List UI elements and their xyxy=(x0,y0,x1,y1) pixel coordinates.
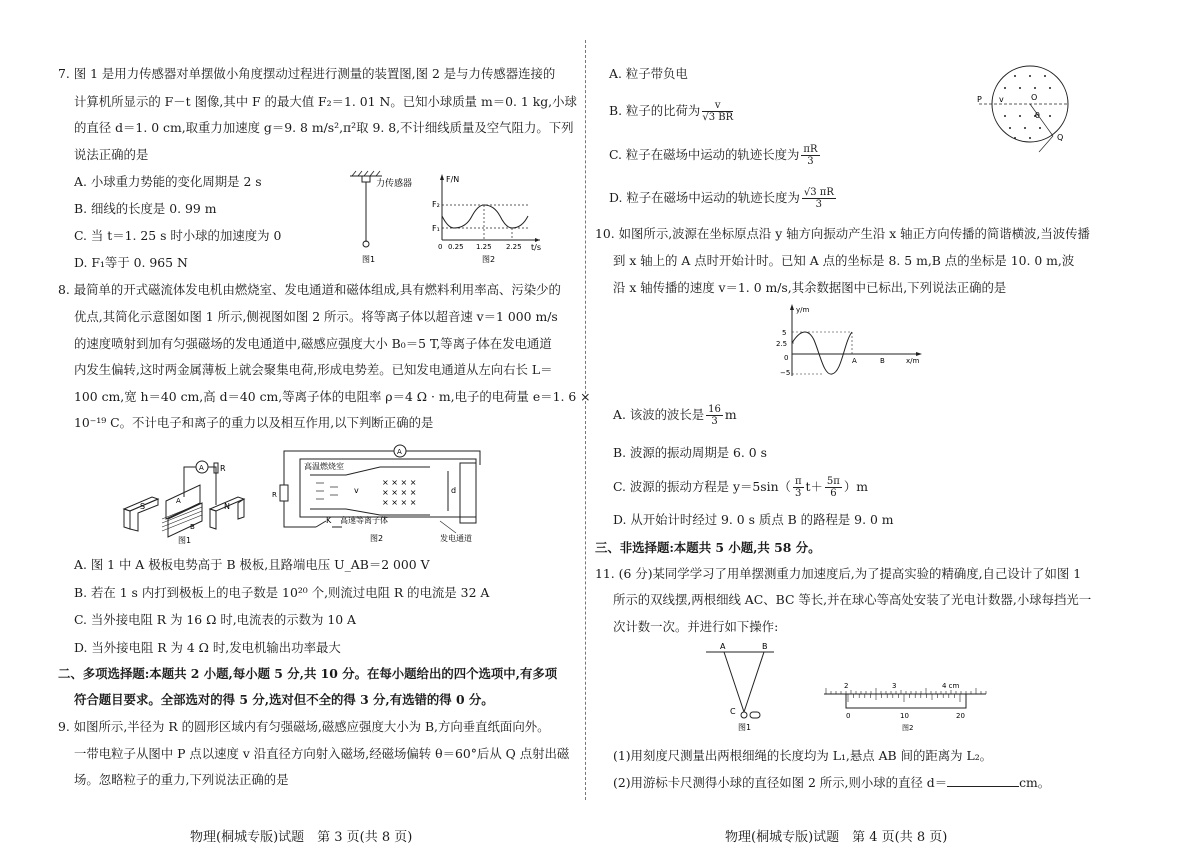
q8-option-d: D. 当外接电阻 R 为 4 Ω 时,发电机输出功率最大 xyxy=(74,640,341,655)
q7-line1: 7. 图 1 是用力传感器对单摆做小角度摆动过程进行测量的装置图,图 2 是与力传感器连接的 xyxy=(58,66,556,81)
q7-fig1-caption: 图1 xyxy=(362,255,376,264)
answer-blank[interactable] xyxy=(947,776,1019,787)
q10-line1: 10. 如图所示,波源在坐标原点沿 y 轴方向振动产生沿 x 轴正方向传播的简谐横波,当波传播 xyxy=(595,226,1090,241)
q10-option-c-fraction1: $\frac{\pi}{3}$ xyxy=(794,476,802,499)
q10-option-a-text: A. 该波的波长是 xyxy=(613,407,705,422)
q8-fig1-plate-b: B xyxy=(190,523,195,531)
q7-option-c: C. 当 t＝1. 25 s 时小球的加速度为 0 xyxy=(74,228,282,243)
q9-option-b xyxy=(609,100,735,123)
q7-fig2-t1: 0.25 xyxy=(448,243,464,251)
q8-fig1-n: N xyxy=(224,502,230,511)
svg-text:× × × ×: × × × × xyxy=(382,488,417,497)
q8-fig2-v: v xyxy=(354,486,359,495)
q11-step1: (1)用刻度尺测量出两根细绳的长度均为 L₁,悬点 AB 间的距离为 L₂。 xyxy=(613,748,993,763)
q8-figure1-mhd-generator xyxy=(118,445,258,545)
left-page-footer: 物理(桐城专版)试题 第 3 页(共 8 页) xyxy=(190,830,413,845)
q7-fig2-f2: F₂ xyxy=(432,200,440,209)
q10-line2: 到 x 轴上的 A 点时开始计时。已知 A 点的坐标是 8. 5 m,B 点的坐标是 10. 0 m,波 xyxy=(613,253,1075,268)
q10-fig-y5: 5 xyxy=(782,329,787,337)
q11-figure2-vernier xyxy=(820,676,990,732)
q10-fig-ylabel: y/m xyxy=(796,306,810,314)
q10-option-d: D. 从开始计时经过 9. 0 s 质点 B 的路程是 9. 0 m xyxy=(613,512,894,527)
q11-fig2-mark3: 3 xyxy=(892,682,897,690)
q7-fig2-ylabel: F/N xyxy=(446,175,460,184)
q8-option-b: B. 若在 1 s 内打到极板上的电子数是 10²⁰ 个,则流过电阻 R 的电流是 32 A xyxy=(74,585,490,600)
q10-option-c-end: ）m xyxy=(843,479,868,494)
q8-fig1-plate-a: A xyxy=(176,497,181,505)
q11-fig1-point-b: B xyxy=(762,642,768,651)
q11-step2-unit: cm。 xyxy=(1019,775,1051,790)
section2-heading-line2: 符合题目要求。全部选对的得 5 分,选对但不全的得 3 分,有选错的得 0 分。 xyxy=(74,692,494,707)
q8-fig1-caption: 图1 xyxy=(178,536,192,545)
q10-fig-y0: 0 xyxy=(784,354,789,362)
q10-fig-ym5: −5 xyxy=(780,369,791,377)
svg-text:× × × ×: × × × × xyxy=(382,478,417,487)
q8-line3: 的速度喷射到加有匀强磁场的发电通道中,磁感应强度大小 B₀＝5 T,等离子体在发电通道 xyxy=(74,336,552,351)
q8-option-c: C. 当外接电阻 R 为 16 Ω 时,电流表的示数为 10 A xyxy=(74,612,356,627)
q9-line3: 场。忽略粒子的重力,下列说法正确的是 xyxy=(74,772,289,787)
q11-fig2-caption: 图2 xyxy=(902,724,914,732)
q8-fig2-caption: 图2 xyxy=(370,534,384,543)
q10-fig-point-a: A xyxy=(852,357,857,365)
section3-heading: 三、非选择题:本题共 5 小题,共 58 分。 xyxy=(595,540,821,555)
q11-fig2-v20: 20 xyxy=(956,712,965,720)
q10-option-c-fraction2: $\frac{5\pi}{6}$ xyxy=(826,476,840,499)
q11-fig1-point-c: C xyxy=(730,707,736,716)
q7-fig2-xlabel: t/s xyxy=(531,243,541,252)
force-sensor-label: 力传感器 xyxy=(376,179,413,189)
q10-line3: 沿 x 轴传播的速度 v＝1. 0 m/s,其余数据图中已标出,下列说法正确的是 xyxy=(613,280,1007,295)
q7-fig2-t3: 2.25 xyxy=(506,243,522,251)
section2-heading-line1: 二、多项选择题:本题共 2 小题,每小题 5 分,共 10 分。在每小题给出的四个选项中,有多项 xyxy=(58,666,558,681)
q7-option-b: B. 细线的长度是 0. 99 m xyxy=(74,201,217,216)
q10-fig-point-b: B xyxy=(880,357,885,365)
q8-option-a: A. 图 1 中 A 极板电势高于 B 极板,且路端电压 U_AB＝2 000 V xyxy=(74,557,430,572)
q8-fig1-r: R xyxy=(220,464,226,473)
q8-fig2-switch: K xyxy=(326,516,332,525)
q9-option-d xyxy=(609,187,838,210)
page-divider xyxy=(585,40,586,800)
q8-fig2-d: d xyxy=(451,486,457,495)
q9-option-d-text: D. 粒子在磁场中运动的轨迹长度为 xyxy=(609,190,800,205)
svg-text:× × × ×: × × × × xyxy=(382,498,417,507)
q9-fig-center-o: O xyxy=(1031,93,1038,102)
right-page-footer: 物理(桐城专版)试题 第 4 页(共 8 页) xyxy=(725,830,948,845)
q10-option-b: B. 波源的振动周期是 6. 0 s xyxy=(613,445,767,460)
q11-fig2-v10: 10 xyxy=(900,712,909,720)
q11-step2-text: (2)用游标卡尺测得小球的直径如图 2 所示,则小球的直径 d＝ xyxy=(613,775,948,790)
q9-figure-magnetic-field xyxy=(975,62,1085,158)
q11-line2: 所示的双线摆,两根细线 AC、BC 等长,并在球心等高处安装了光电计数器,小球每挡光一 xyxy=(613,592,1092,607)
q9-option-b-text: B. 粒子的比荷为 xyxy=(609,103,701,118)
q11-fig1-caption: 图1 xyxy=(738,723,752,732)
q7-line3: 的直径 d＝1. 0 cm,取重力加速度 g＝9. 8 m/s²,π²取 9. 8,不计细线质量及空气阻力。下列 xyxy=(74,120,574,135)
q9-line2: 一带电粒子从图中 P 点以速度 v 沿直径方向射入磁场,经磁场偏转 θ＝60°后从 Q 点射出磁 xyxy=(74,746,570,761)
q8-fig2-ammeter: A xyxy=(397,448,402,456)
q8-fig2-r: R xyxy=(272,491,277,499)
q7-option-d: D. F₁等于 0. 965 N xyxy=(74,255,188,270)
q7-line2: 计算机所显示的 F－t 图像,其中 F 的最大值 F₂＝1. 01 N。已知小球质量 m＝0. 1 kg,小球 xyxy=(74,94,577,109)
q9-option-c-text: C. 粒子在磁场中运动的轨迹长度为 xyxy=(609,147,800,162)
q10-fig-xlabel: x/m xyxy=(906,357,920,365)
q11-fig2-mark4: 4 cm xyxy=(942,682,960,690)
q8-fig1-s: S xyxy=(140,502,146,511)
q11-fig2-v0: 0 xyxy=(846,712,851,720)
q8-figure2-side-view xyxy=(270,443,505,545)
q8-fig2-plasma: 高速等离子体 xyxy=(340,516,388,525)
q11-step2 xyxy=(613,775,1050,791)
q9-fig-velocity: v xyxy=(999,95,1004,104)
q10-option-a-unit: m xyxy=(724,407,737,422)
q8-line2: 优点,其简化示意图如图 1 所示,侧视图如图 2 所示。将等离子体以超音速 v＝1 000 m/s xyxy=(74,309,558,324)
q9-option-c-fraction: $\frac{\pi R}{3}$ xyxy=(803,144,818,167)
q9-option-c xyxy=(609,144,822,167)
q8-fig2-chamber: 高温燃烧室 xyxy=(304,462,344,471)
q8-line1: 8. 最简单的开式磁流体发电机由燃烧室、发电通道和磁体组成,具有燃料利用率高、污染少的 xyxy=(58,282,561,297)
q8-line4: 内发生偏转,这时两金属薄板上就会聚集电荷,形成电势差。已知发电通道从左向右长 L＝ xyxy=(74,362,553,377)
q9-option-d-fraction: $\frac{√3 \pi R}{3}$ xyxy=(803,187,834,210)
q10-figure-wave xyxy=(770,302,930,382)
q11-line1: 11. (6 分)某同学学习了用单摆测重力加速度后,为了提高实验的精确度,自己设计了如图 1 xyxy=(595,566,1082,581)
q9-fig-theta: θ xyxy=(1035,111,1040,120)
q11-figure1-double-pendulum xyxy=(700,640,780,732)
q9-fig-point-p: P xyxy=(977,95,982,104)
q9-option-a: A. 粒子带负电 xyxy=(609,66,688,81)
q8-line5: 100 cm,宽 h＝40 cm,高 d＝40 cm,等离子体的电阻率 ρ＝4 Ω · m,电子的电荷量 e＝1. 6 × xyxy=(74,389,591,404)
q11-line3: 次计数一次。并进行如下操作: xyxy=(613,619,779,634)
q10-fig-y25: 2.5 xyxy=(776,340,788,348)
q10-option-c-mid: t＋ xyxy=(805,479,823,494)
q10-option-a xyxy=(613,404,737,427)
q7-figure2-ft-graph xyxy=(428,170,548,270)
q7-fig2-t2: 1.25 xyxy=(476,243,492,251)
q7-figure1-pendulum xyxy=(340,170,430,270)
q7-option-a: A. 小球重力势能的变化周期是 2 s xyxy=(74,174,262,189)
q8-fig1-ammeter: A xyxy=(199,464,204,472)
q11-fig1-point-a: A xyxy=(720,642,726,651)
q7-fig2-caption: 图2 xyxy=(482,255,496,264)
q7-line4: 说法正确的是 xyxy=(74,147,149,162)
q8-fig2-channel: 发电通道 xyxy=(440,534,472,543)
q10-option-a-fraction: $\frac{16}{3}$ xyxy=(708,404,721,427)
q11-fig2-mark2: 2 xyxy=(844,682,849,690)
q9-option-b-fraction: $\frac{v}{√3 BR}$ xyxy=(702,100,734,123)
q9-line1: 9. 如图所示,半径为 R 的圆形区域内有匀强磁场,磁感应强度大小为 B,方向垂直纸面向外。 xyxy=(58,719,550,734)
q10-option-c xyxy=(613,476,868,499)
q10-option-c-text: C. 波源的振动方程是 y＝5sin（ xyxy=(613,479,791,494)
q7-fig2-f1: F₁ xyxy=(432,224,440,233)
q8-line6: 10⁻¹⁹ C。不计电子和离子的重力以及相互作用,以下判断正确的是 xyxy=(74,415,434,430)
q7-fig2-t0: 0 xyxy=(438,243,443,251)
q9-fig-point-q: Q xyxy=(1057,133,1064,142)
